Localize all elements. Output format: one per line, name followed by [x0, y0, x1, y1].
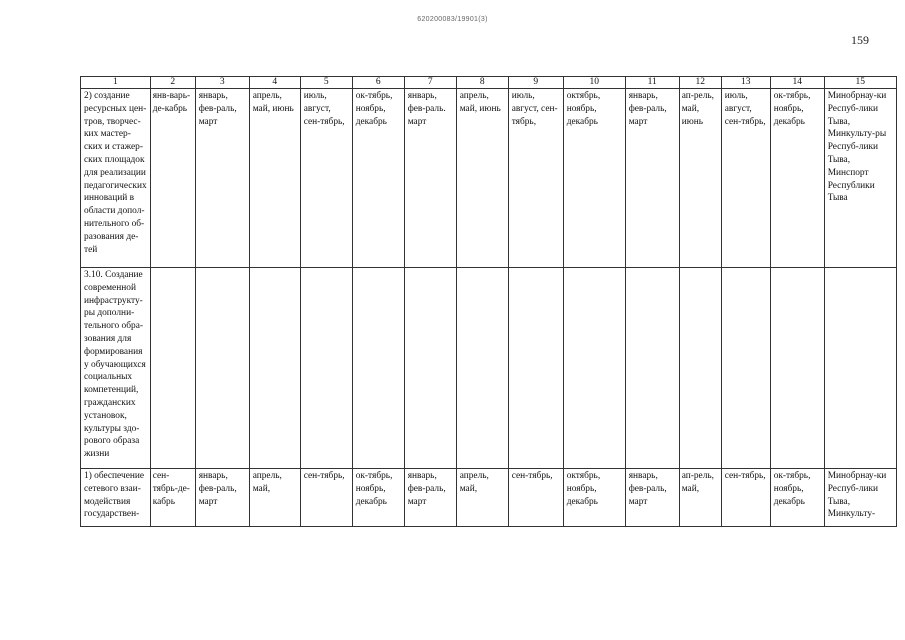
period-cell: апрель, май, июнь [249, 89, 300, 268]
period-cell [508, 268, 563, 469]
period-cell [456, 268, 508, 469]
header-cell: 2 [150, 77, 195, 89]
period-cell [770, 268, 824, 469]
period-cell: январь, фев-раль, март [404, 469, 456, 527]
table-row [81, 268, 897, 469]
period-cell: янв-варь-де-кабрь [150, 89, 195, 268]
activity-cell: 2) создание ресурсных цен-тров, творчес-ких мастер-ских и стажер-ских площадок для реализации педагогических инноваций в области допол-нительного об-разования де-тей [81, 89, 151, 268]
responsible-cell: Минобрнау-ки Респуб-лики Тыва, Минкульту-ры Респуб-лики Тыва, Минспорт Республики Тыва [824, 89, 896, 268]
header-cell: 11 [625, 77, 679, 89]
period-cell [195, 268, 249, 469]
period-cell [300, 268, 352, 469]
table-row [81, 89, 897, 268]
period-cell: сен-тябрь, [300, 469, 352, 527]
period-cell: апрель, май, [249, 469, 300, 527]
period-cell [404, 268, 456, 469]
period-cell: апрель, май, июнь [456, 89, 508, 268]
header-cell: 15 [824, 77, 896, 89]
period-cell: январь, фев-раль, март [625, 469, 679, 527]
period-cell [563, 268, 625, 469]
header-cell: 6 [352, 77, 404, 89]
responsible-cell: Минобрнау-ки Респуб-лики Тыва, Минкульту- [824, 469, 896, 527]
header-cell: 12 [679, 77, 721, 89]
period-cell: ок-тябрь, ноябрь, декабрь [352, 469, 404, 527]
header-cell: 8 [456, 77, 508, 89]
period-cell [679, 268, 721, 469]
header-cell: 10 [563, 77, 625, 89]
period-cell: июль, август, сен-тябрь, [508, 89, 563, 268]
activity-cell: 3.10. Создание современной инфраструкту-ры дополни-тельного обра-зования для формирования у обучающихся социальных компетенций, гражданских установок, культуры здо-рового образа жизни [81, 268, 151, 469]
period-cell [352, 268, 404, 469]
period-cell: ап-рель, май, июнь [679, 89, 721, 268]
table-row [81, 469, 897, 527]
period-cell: сен-тябрь-де-кабрь [150, 469, 195, 527]
activity-cell: 1) обеспечение сетевого взаи-модействия государствен- [81, 469, 151, 527]
header-cell: 9 [508, 77, 563, 89]
header-cell: 3 [195, 77, 249, 89]
responsible-cell [824, 268, 896, 469]
header-cell: 7 [404, 77, 456, 89]
period-cell: ок-тябрь, ноябрь, декабрь [770, 469, 824, 527]
period-cell [150, 268, 195, 469]
period-cell: сен-тябрь, [721, 469, 770, 527]
period-cell: апрель, май, [456, 469, 508, 527]
period-cell: январь, фев-раль, март [625, 89, 679, 268]
period-cell: январь, фев-раль, март [195, 469, 249, 527]
period-cell [625, 268, 679, 469]
period-cell: июль, август, сен-тябрь, [721, 89, 770, 268]
period-cell [249, 268, 300, 469]
document-stamp: 620200083/19901(3) [417, 16, 488, 23]
header-cell: 4 [249, 77, 300, 89]
schedule-table [80, 76, 897, 527]
page-number: 159 [851, 33, 869, 47]
period-cell: январь, фев-раль. март [404, 89, 456, 268]
header-cell: 1 [81, 77, 151, 89]
header-cell: 5 [300, 77, 352, 89]
period-cell: ап-рель, май, [679, 469, 721, 527]
header-cell: 13 [721, 77, 770, 89]
period-cell: январь, фев-раль, март [195, 89, 249, 268]
period-cell [721, 268, 770, 469]
period-cell: ок-тябрь, ноябрь, декабрь [770, 89, 824, 268]
period-cell: июль, август, сен-тябрь, [300, 89, 352, 268]
period-cell: октябрь, ноябрь, декабрь [563, 469, 625, 527]
period-cell: октябрь, ноябрь, декабрь [563, 89, 625, 268]
period-cell: ок-тябрь, ноябрь, декабрь [352, 89, 404, 268]
header-row [81, 77, 897, 89]
period-cell: сен-тябрь, [508, 469, 563, 527]
header-cell: 14 [770, 77, 824, 89]
